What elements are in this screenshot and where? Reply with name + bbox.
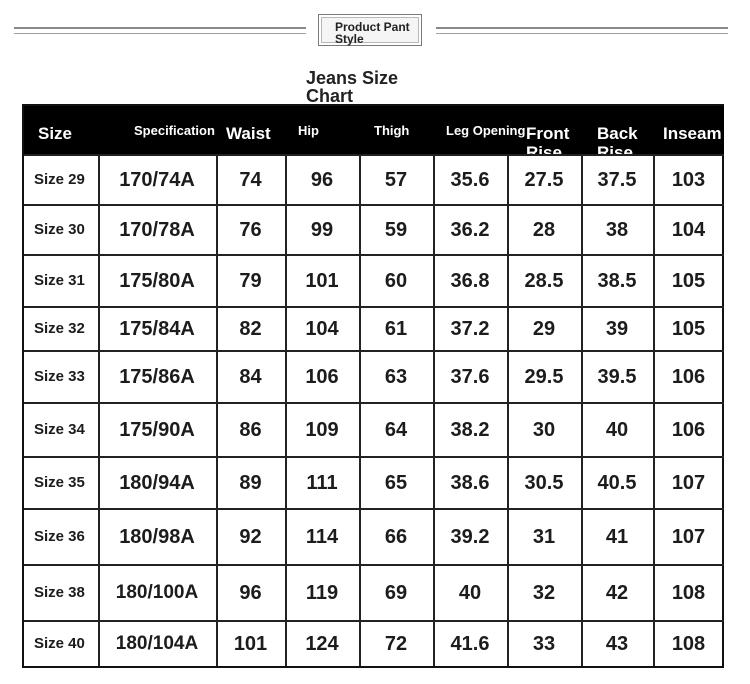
size-cell: Size 31 (34, 272, 85, 289)
table-header (24, 106, 724, 162)
table-cell: 66 (384, 525, 408, 548)
header-leg-opening: Leg Opening (446, 123, 526, 138)
table-row (24, 254, 724, 306)
table-cell: 40 (458, 581, 482, 604)
divider-right-top (436, 27, 728, 29)
table-cell: 175/80A (119, 269, 195, 292)
table-cell: 38.2 (450, 418, 490, 441)
column-divider (433, 154, 435, 666)
table-cell: 30.5 (524, 471, 564, 494)
size-cell: Size 32 (34, 320, 85, 337)
column-divider (653, 154, 655, 666)
table-cell: 72 (384, 632, 408, 655)
table-cell: 109 (305, 418, 339, 441)
table-cell: 43 (605, 632, 629, 655)
table-cell: 29.5 (524, 365, 564, 388)
header-inseam: Inseam (663, 124, 722, 143)
table-cell: 31 (532, 525, 556, 548)
product-style-badge (318, 14, 422, 46)
table-cell: 96 (310, 168, 334, 191)
table-cell: 96 (239, 581, 262, 604)
header-size: Size (38, 124, 73, 143)
table-row (24, 204, 724, 254)
table-cell: 107 (671, 471, 706, 494)
size-cell: Size 33 (34, 368, 85, 385)
divider-left-top (14, 27, 306, 29)
table-row (24, 620, 724, 666)
table-cell: 106 (671, 365, 706, 388)
table-cell: 108 (671, 632, 706, 655)
table-cell: 119 (305, 581, 339, 604)
table-cell: 41 (605, 525, 629, 548)
table-cell: 104 (671, 218, 706, 241)
size-cell: Size 35 (34, 474, 85, 491)
table-cell: 114 (305, 525, 339, 548)
table-cell: 74 (239, 168, 262, 191)
table-row (24, 456, 724, 508)
table-cell: 28.5 (524, 269, 564, 292)
header-front-rise: Front Rise (526, 124, 570, 162)
header-back-rise: Back Rise (597, 124, 638, 162)
table-cell: 76 (239, 218, 262, 241)
table-cell: 82 (239, 317, 262, 340)
table-cell: 170/78A (119, 218, 195, 241)
table-cell: 101 (233, 632, 268, 655)
table-cell: 84 (239, 365, 262, 388)
table-cell: 69 (384, 581, 408, 604)
table-cell: 175/90A (119, 418, 195, 441)
table-cell: 89 (239, 471, 262, 494)
table-cell: 108 (671, 581, 706, 604)
table-cell: 57 (384, 168, 408, 191)
chart-title: Jeans Size Chart (306, 68, 399, 106)
table-cell: 38.6 (450, 471, 490, 494)
table-row (24, 350, 724, 402)
table-row (24, 306, 724, 350)
table-cell: 79 (239, 269, 262, 292)
table-cell: 40 (605, 418, 629, 441)
header-hip: Hip (298, 123, 319, 138)
table-row (24, 402, 724, 456)
table-cell: 60 (384, 269, 408, 292)
column-divider (581, 154, 583, 666)
column-divider (285, 154, 287, 666)
column-divider (98, 154, 100, 666)
table-cell: 30 (532, 418, 556, 441)
table-cell: 124 (305, 632, 339, 655)
table-cell: 39.2 (450, 525, 490, 548)
table-cell: 64 (384, 418, 408, 441)
table-cell: 37.5 (597, 168, 637, 191)
table-cell: 86 (239, 418, 262, 441)
table-cell: 35.6 (450, 168, 490, 191)
table-cell: 36.2 (450, 218, 490, 241)
table-row (24, 154, 724, 204)
column-divider (359, 154, 361, 666)
table-cell: 32 (532, 581, 556, 604)
table-cell: 27.5 (524, 168, 564, 191)
table-cell: 180/98A (119, 525, 195, 548)
table-cell: 41.6 (450, 632, 490, 655)
size-cell: Size 36 (34, 528, 85, 545)
table-cell: 104 (305, 317, 339, 340)
size-cell: Size 40 (34, 635, 85, 652)
table-cell: 33 (532, 632, 556, 655)
table-cell: 40.5 (597, 471, 637, 494)
size-cell: Size 30 (34, 221, 85, 238)
header-waist: Waist (226, 124, 271, 143)
table-cell: 92 (239, 525, 262, 548)
size-cell: Size 34 (34, 421, 85, 438)
table-cell: 106 (305, 365, 339, 388)
column-divider (507, 154, 509, 666)
table-cell: 175/84A (119, 317, 195, 340)
table-cell: 170/74A (119, 168, 195, 191)
table-cell: 101 (305, 269, 339, 292)
table-cell: 37.6 (450, 365, 490, 388)
table-cell: 38 (605, 218, 629, 241)
table-cell: 103 (671, 168, 706, 191)
table-cell: 99 (310, 218, 334, 241)
header-thigh: Thigh (374, 123, 410, 138)
size-cell: Size 29 (34, 171, 85, 188)
table-cell: 36.8 (450, 269, 490, 292)
table-row (24, 564, 724, 620)
table-cell: 175/86A (119, 365, 195, 388)
table-cell: 29 (532, 317, 556, 340)
table-cell: 63 (384, 365, 408, 388)
table-cell: 37.2 (450, 317, 490, 340)
table-cell: 38.5 (597, 269, 637, 292)
table-cell: 180/94A (119, 471, 195, 494)
size-cell: Size 38 (34, 584, 85, 601)
table-cell: 105 (671, 269, 706, 292)
table-cell: 180/100A (115, 582, 199, 603)
table-cell: 39.5 (597, 365, 637, 388)
table-cell: 42 (605, 581, 629, 604)
table-cell: 180/104A (115, 633, 199, 654)
table-cell: 28 (532, 218, 556, 241)
table-cell: 105 (671, 317, 706, 340)
table-cell: 65 (384, 471, 408, 494)
divider-left-bottom (14, 33, 306, 34)
table-cell: 111 (306, 471, 338, 494)
table-cell: 106 (671, 418, 706, 441)
size-chart-table (22, 104, 724, 668)
badge-label: Product Pant Style (335, 20, 410, 46)
table-cell: 61 (384, 317, 408, 340)
header-specification: Specification (134, 123, 215, 138)
divider-right-bottom (436, 33, 728, 34)
table-cell: 59 (384, 218, 408, 241)
table-cell: 39 (605, 317, 629, 340)
column-divider (216, 154, 218, 666)
table-cell: 107 (671, 525, 706, 548)
table-row (24, 508, 724, 564)
